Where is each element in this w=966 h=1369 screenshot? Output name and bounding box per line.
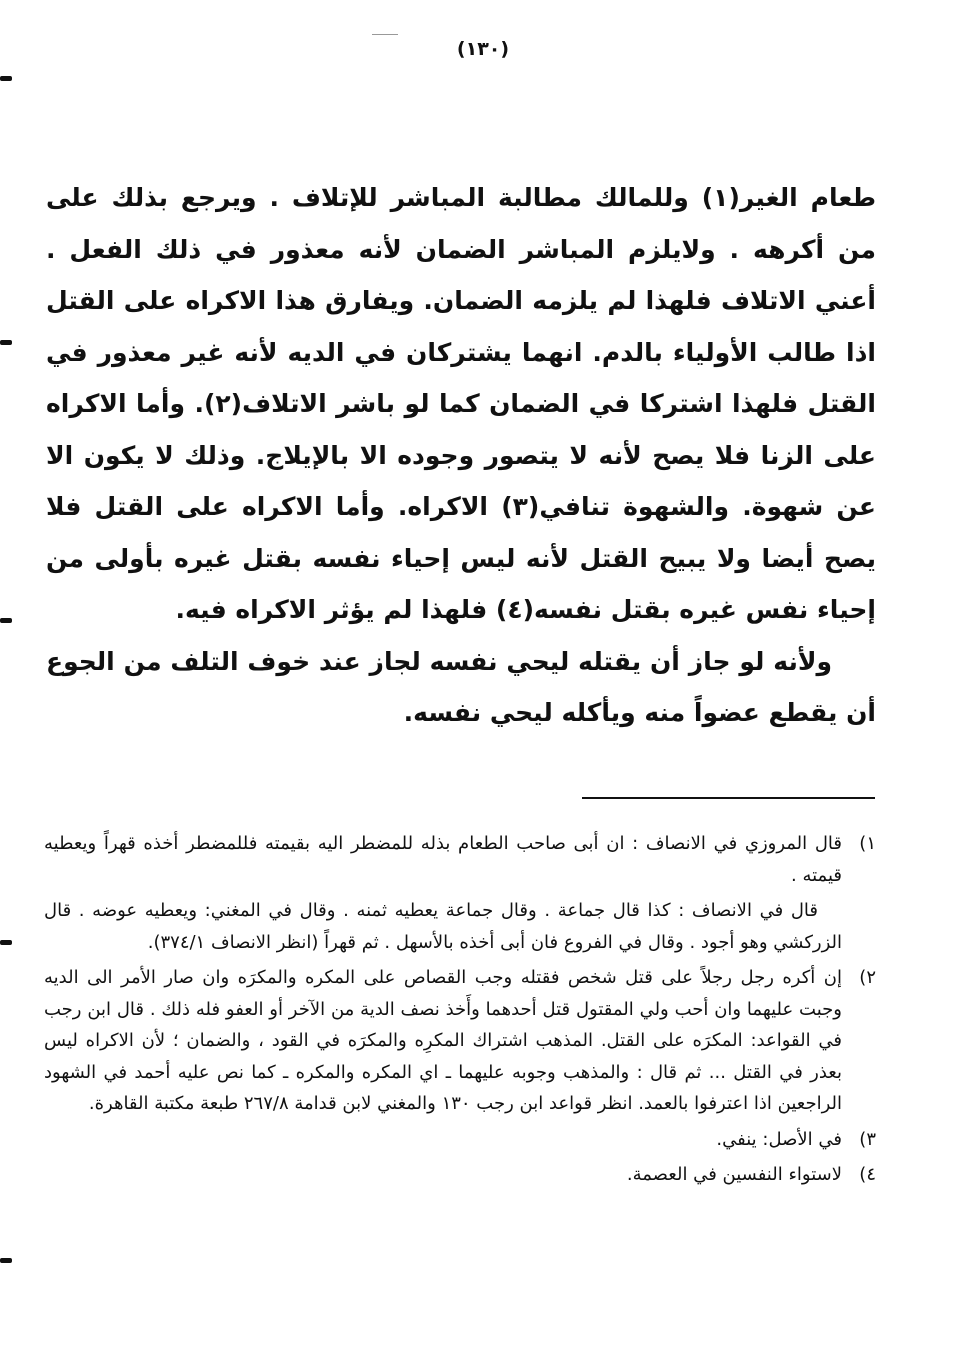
footnote-2-text: إن أكره رجل رجلاً على قتل شخص فقتله وجب القصاص على المكره والمكرَه وان صار الأمر الى الديه وجبت عليهما وان أحب ولي المقتول قتل أحدهما وأَخذ نصف الدية من الآخر أو العفو فله ذلك . قال ابن رجب في القواعد: المكرَه على القتل. المذهب اشتراك المكرِه والمكرَه في القود ، والضمان ؛ لأن الاكراه ليس بعذر في القتل ... ثم قال : والمذهب وجوبه عليهما ـ اي المكره والمكره ـ كما نص عليه أحمد في الشهود الراجعين اذا اعترفوا بالعمد. انظر قواعد ابن رجب ١٣٠ والمغني لابن قدامة ٢٦٧/٨ طبعة مكتبة القاهرة.: [44, 967, 842, 1114]
top-dash: [372, 34, 398, 35]
scan-edge-mark: [0, 340, 12, 345]
footnotes: [44, 828, 876, 1195]
footnote-4-text: لاستواء النفسين في العصمة.: [626, 1164, 842, 1185]
main-paragraph-2: ولأنه لو جاز أن يقتله ليحي نفسه لجاز عند خوف التلف من الجوع أن يقطع عضواً منه ويأكله ليحي نفسه.: [46, 646, 876, 727]
footnote-3-number: ٣): [859, 1128, 876, 1150]
page-number: (١٣٠): [456, 38, 510, 60]
scan-edge-mark: [0, 76, 12, 81]
footnote-1-text: قال المروزي في الانصاف : ان أبى صاحب الطعام بذله للمضطر اليه بقيمته فللمضطر أخذه قهراً ويعطيه قيمته .: [44, 833, 842, 886]
footnote-1: [44, 828, 876, 891]
footnote-2-number: ٢): [859, 967, 876, 988]
footnote-3: [44, 1124, 876, 1156]
scan-edge-mark: [0, 618, 12, 623]
main-paragraph-1: طعام الغير(١) وللمالك مطالبة المباشر للإتلاف . ويرجع بذلك على من أكرهه . ولايلزم المباشر الضمان لأنه معذور في ذلك الفعل . أعني الاتلاف فلهذا لم يلزمه الضمان. ويفارق هذا الاكراه على القتل اذا طالب الأولياء بالدم. انهما يشتركان في الديه لأنه غير معذور في القتل فلهذا اشتركا في الضمان كما لو باشر الاتلاف(٢). وأما الاكراه على الزنا فلا يصح لأنه لا يتصور وجوده الا بالإيلاج. وذلك لا يكون الا عن شهوة. والشهوة تنافي(٣) الاكراه. وأما الاكراه على القتل فلا يصح أيضا ولا يبيح القتل لأنه ليس إحياء نفسه بقتل غيره بأولى من إحياء نفس غيره بقتل نفسه(٤) فلهذا لم يؤثر الاكراه فيه.: [46, 183, 876, 624]
footnote-separator: [582, 797, 875, 799]
scan-edge-mark: [0, 940, 12, 945]
footnote-3-text: في الأصل: ينفي.: [716, 1128, 842, 1150]
footnote-4: [44, 1159, 876, 1191]
footnote-2: [44, 962, 876, 1120]
main-text: [46, 172, 876, 739]
footnote-1-number: ١): [859, 833, 876, 854]
scan-edge-mark: [0, 1258, 12, 1263]
footnote-4-number: ٤): [859, 1164, 876, 1185]
footnote-1-continuation: قال في الانصاف : كذا قال جماعة . وقال جماعة يعطيه ثمنه . وقال في المغني: ويعطيه عوضه . قال الزركشي وهو أجود . وقال في الفروع فان أبى أخذه بالأسهل . ثم قهراً (انظر الانصاف ٣٧٤/١).: [44, 900, 842, 953]
